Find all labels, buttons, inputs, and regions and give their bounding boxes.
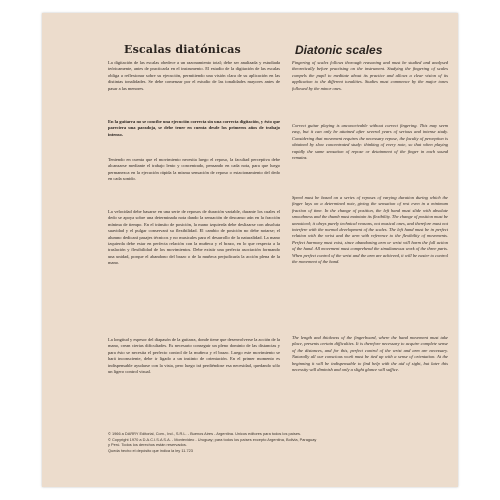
spanish-paragraph-2: En la guitarra no se concibe una ejecución correcta sin una correcta digitación, y ésto que pareciera una paradoja, se debe tener en cuenta desde los primeros años de trabajo intenso. <box>108 119 280 137</box>
score-page <box>42 13 458 487</box>
copyright-line-4: Queda hecho el depósito que indica la ley 11.723 <box>108 448 193 454</box>
english-title: Diatonic scales <box>295 43 383 57</box>
copyright-line-2: © Copyright 1970 a D.A.C.I.S.A S.A. - Montevideo - Uruguay; para todos los países excepto Argentina, Bolivia, Paraguay <box>108 436 317 442</box>
english-paragraph-1: Fingering of scales follows thorough reasoning and must be studied and analysed theoretically before practising on the instrument. Studying the fingering of scales compels the pupil to meditate about its practice and allows a clear vision of its application to the different tonalities. Studies must commence by the major tones followed by the minor ones. <box>292 60 448 91</box>
spanish-paragraph-1: La digitación de las escalas obedece a un razonamiento total; debe ser analizada y estudiada teóricamente, antes de practicarla en el instrumento. El estudio de la digitación de las escalas obliga a reflexionar sobre su ejecución, permitiendo una visión clara de su aplicación en las distintas tonalidades. Se debe comenzar por el estudio de las tonalidades mayores antes de pasar a las menores. <box>108 60 280 91</box>
english-paragraph-3: Speed must be based on a series of reposes of varying duration during which the finger lays on a determined note, giving the sensation of rest even in a minimum fraction of time. In the change of position, the left hand must slide with absolute smoothness and the thumb must maintain its flexibility. The change of position must be unnoticed; it obeys purely technical reasons, not musical ones, and therefore must not interfere with the normal development of the scales. The left hand must be in perfect relation with the wrist and the arm with reference to the flexibility of movements. Perfect harmony must exist, since abandoning arm or wrist will harm the full action of the hand. All movement must comprehend the simultaneous work of the three parts. When perfect control of the wrist and the arm are achieved, it will be easier to control the movement of the hand. <box>292 195 448 265</box>
spanish-title: Escalas diatónicas <box>124 43 241 56</box>
spanish-paragraph-4: La velocidad debe basarse en una serie de reposos de duración variable, durante los cuales el dedo se apoya sobre una determinada nota dando la sensación de descanso aún en la fracción mínima de tiempo. En el tránsito de posición, la mano izquierda debe deslizarse con absoluta suavidad y el pulgar conservará su flexibilidad. El cambio de posición no debe notarse; el alumno dedicará pasajes técnicos y no musicales para el desarrollo de la naturalidad. La mano izquierda debe estar en perfecta relación con la muñeca y el brazo, en lo que respecta a la traslación y flexibilidad de los movimientos. Debe existir una perfecta asociación formando una unidad, porque el abandono del brazo o de la muñeca perjudicaría la acción plena de la mano. <box>108 209 280 266</box>
spanish-paragraph-3: Teniendo en cuenta que el movimiento necesita luego el reposo, la facultad perceptiva debe alcanzarse mediante el trabajo lento y concentrado, pensando en cada nota, para que luego permanezca en la ejecución rápida la misma sensación de reposo o estacionamiento del dedo en cada sonido. <box>108 157 280 182</box>
copyright-footer <box>108 431 428 454</box>
english-paragraph-4: The length and thickness of the fingerboard, where the hand movement must take place, presents certain difficulties. It is therefore necessary to acquire complete sense of the distances, and for this, perfect control of the wrist and arm are necessary. Naturally all our conscious work must be tied up with a sense of orientation. At the beginning it will be indispensable to find help with the aid of sight, but later this necessity will diminish and only a slight glance will suffice. <box>292 335 448 373</box>
copyright-line-1: © 1966 a DARRY Editorial, Com., Ind., S.R.L. - Buenos Aires - Argentina. Unicos editores para todos los países. <box>108 431 302 436</box>
copyright-line-3: y Perú. Todos los derechos están reservados. <box>108 442 187 448</box>
spanish-paragraph-5: La longitud y espesor del diapasón de la guitarra, donde tiene que desenvolverse la acción de la mano, crean ciertas dificultades. Es necesario conseguir un pleno dominio de las distancias y para ésto se necesita el perfecto control de la muñeca y el brazo. Luego este movimiento se hará inconsciente, debe ir ligado a un instinto de orientación. En el primer momento es indispensable ayudarse con la vista, pero luego irá perdiéndose esa necesidad, quedando sólo un ligero control visual. <box>108 337 280 375</box>
english-paragraph-2: Correct guitar playing is unconceivable without correct fingering. This may seem easy, but it can only be attained after several years of serious and intense study. Considering that movement requires the necessary repose, the faculty of perception is obtained by slow concentrated study: thinking of every note, so that when playing rapidly the same sensation of repose or detainment of the finger in each sound remains. <box>292 123 448 161</box>
